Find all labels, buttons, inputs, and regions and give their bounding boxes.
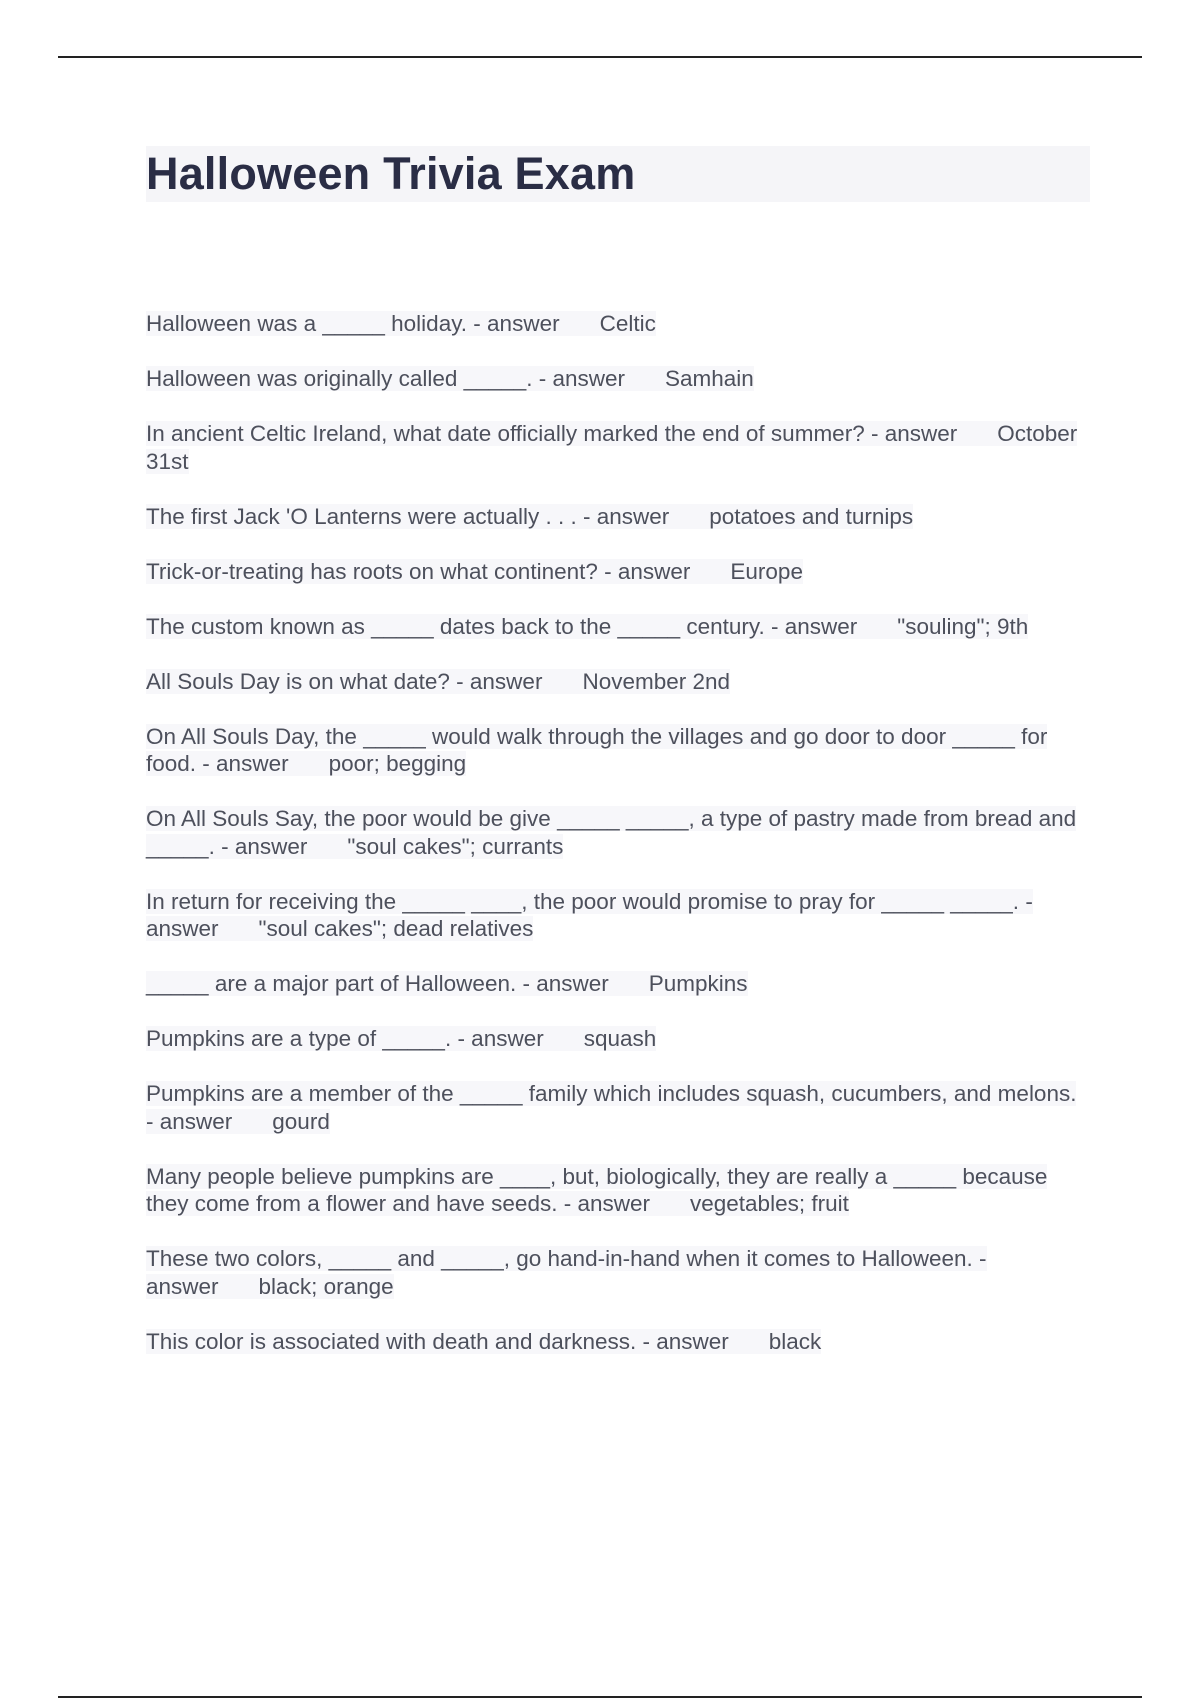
question-highlight bbox=[146, 1246, 987, 1299]
question-item bbox=[146, 503, 1086, 531]
answer-text: Samhain bbox=[665, 366, 754, 391]
answer-text: "soul cakes"; dead relatives bbox=[258, 916, 534, 941]
question-text: Many people believe pumpkins are ____, but, biologically, they are really a _____ because they come from a flower and have seeds. - answer bbox=[146, 1163, 1048, 1216]
answer-text: squash bbox=[583, 1026, 657, 1051]
question-list bbox=[146, 310, 1086, 1383]
question-item bbox=[146, 1025, 1086, 1053]
question-item bbox=[146, 1245, 1086, 1300]
question-text: Halloween was originally called _____. - answer bbox=[146, 366, 626, 391]
answer-text: "souling"; 9th bbox=[897, 613, 1029, 639]
question-highlight bbox=[146, 311, 656, 336]
answer-text: Pumpkins bbox=[648, 971, 748, 996]
answer-text: black bbox=[768, 1328, 822, 1354]
question-item bbox=[146, 558, 1086, 586]
question-text: Halloween was a _____ holiday. - answer bbox=[146, 311, 560, 336]
question-text: _____ are a major part of Halloween. - answer bbox=[146, 971, 609, 996]
answer-text: October 31st bbox=[146, 421, 1078, 474]
question-text: This color is associated with death and darkness. - answer bbox=[146, 1328, 729, 1354]
answer-text: November 2nd bbox=[582, 668, 731, 694]
question-highlight bbox=[146, 1164, 1047, 1217]
question-highlight bbox=[146, 366, 754, 391]
question-item bbox=[146, 365, 1086, 393]
question-highlight bbox=[146, 421, 1077, 474]
question-highlight bbox=[146, 504, 913, 529]
question-text: Pumpkins are a member of the _____ family which includes squash, cucumbers, and melons. - answer bbox=[146, 1081, 1077, 1134]
question-text: The first Jack 'O Lanterns were actually . . . - answer bbox=[146, 503, 670, 529]
question-text: In ancient Celtic Ireland, what date officially marked the end of summer? - answer bbox=[146, 421, 958, 446]
question-highlight bbox=[146, 1026, 656, 1051]
question-highlight bbox=[146, 669, 730, 694]
question-highlight bbox=[146, 889, 1033, 942]
answer-text: Celtic bbox=[599, 311, 656, 336]
page-title: Halloween Trivia Exam bbox=[146, 148, 636, 199]
question-item bbox=[146, 723, 1086, 778]
answer-text: potatoes and turnips bbox=[709, 503, 914, 529]
question-text: In return for receiving the _____ ____, the poor would promise to pray for _____ _____. - answer bbox=[146, 888, 1033, 941]
question-text: These two colors, _____ and _____, go hand-in-hand when it comes to Halloween. - answer bbox=[146, 1246, 987, 1299]
question-text: The custom known as _____ dates back to the _____ century. - answer bbox=[146, 613, 858, 639]
question-item bbox=[146, 1080, 1086, 1135]
question-item bbox=[146, 888, 1086, 943]
question-highlight bbox=[146, 559, 803, 584]
question-highlight bbox=[146, 1329, 821, 1354]
answer-text: gourd bbox=[272, 1108, 330, 1134]
question-item bbox=[146, 613, 1086, 641]
answer-text: black; orange bbox=[258, 1273, 394, 1299]
question-item bbox=[146, 970, 1086, 998]
question-item bbox=[146, 310, 1086, 338]
question-text: Trick-or-treating has roots on what continent? - answer bbox=[146, 558, 691, 584]
question-text: On All Souls Say, the poor would be give _____ _____, a type of pastry made from bread and _____. - answer bbox=[146, 806, 1077, 859]
bottom-rule bbox=[58, 1696, 1142, 1698]
question-item bbox=[146, 1328, 1086, 1356]
question-text: On All Souls Day, the _____ would walk through the villages and go door to door _____ for food. - answer bbox=[146, 723, 1048, 776]
question-text: All Souls Day is on what date? - answer bbox=[146, 668, 543, 694]
answer-text: Europe bbox=[730, 558, 803, 584]
top-rule bbox=[58, 56, 1142, 58]
question-item bbox=[146, 805, 1086, 860]
question-highlight bbox=[146, 971, 748, 996]
question-highlight bbox=[146, 1081, 1076, 1134]
question-item bbox=[146, 420, 1086, 475]
question-highlight bbox=[146, 614, 1028, 639]
question-item bbox=[146, 668, 1086, 696]
answer-text: vegetables; fruit bbox=[690, 1191, 849, 1216]
question-highlight bbox=[146, 806, 1076, 859]
answer-text: poor; begging bbox=[328, 751, 467, 776]
question-highlight bbox=[146, 724, 1047, 777]
answer-text: "soul cakes"; currants bbox=[347, 833, 564, 859]
question-text: Pumpkins are a type of _____. - answer bbox=[146, 1026, 544, 1051]
question-item bbox=[146, 1163, 1086, 1218]
